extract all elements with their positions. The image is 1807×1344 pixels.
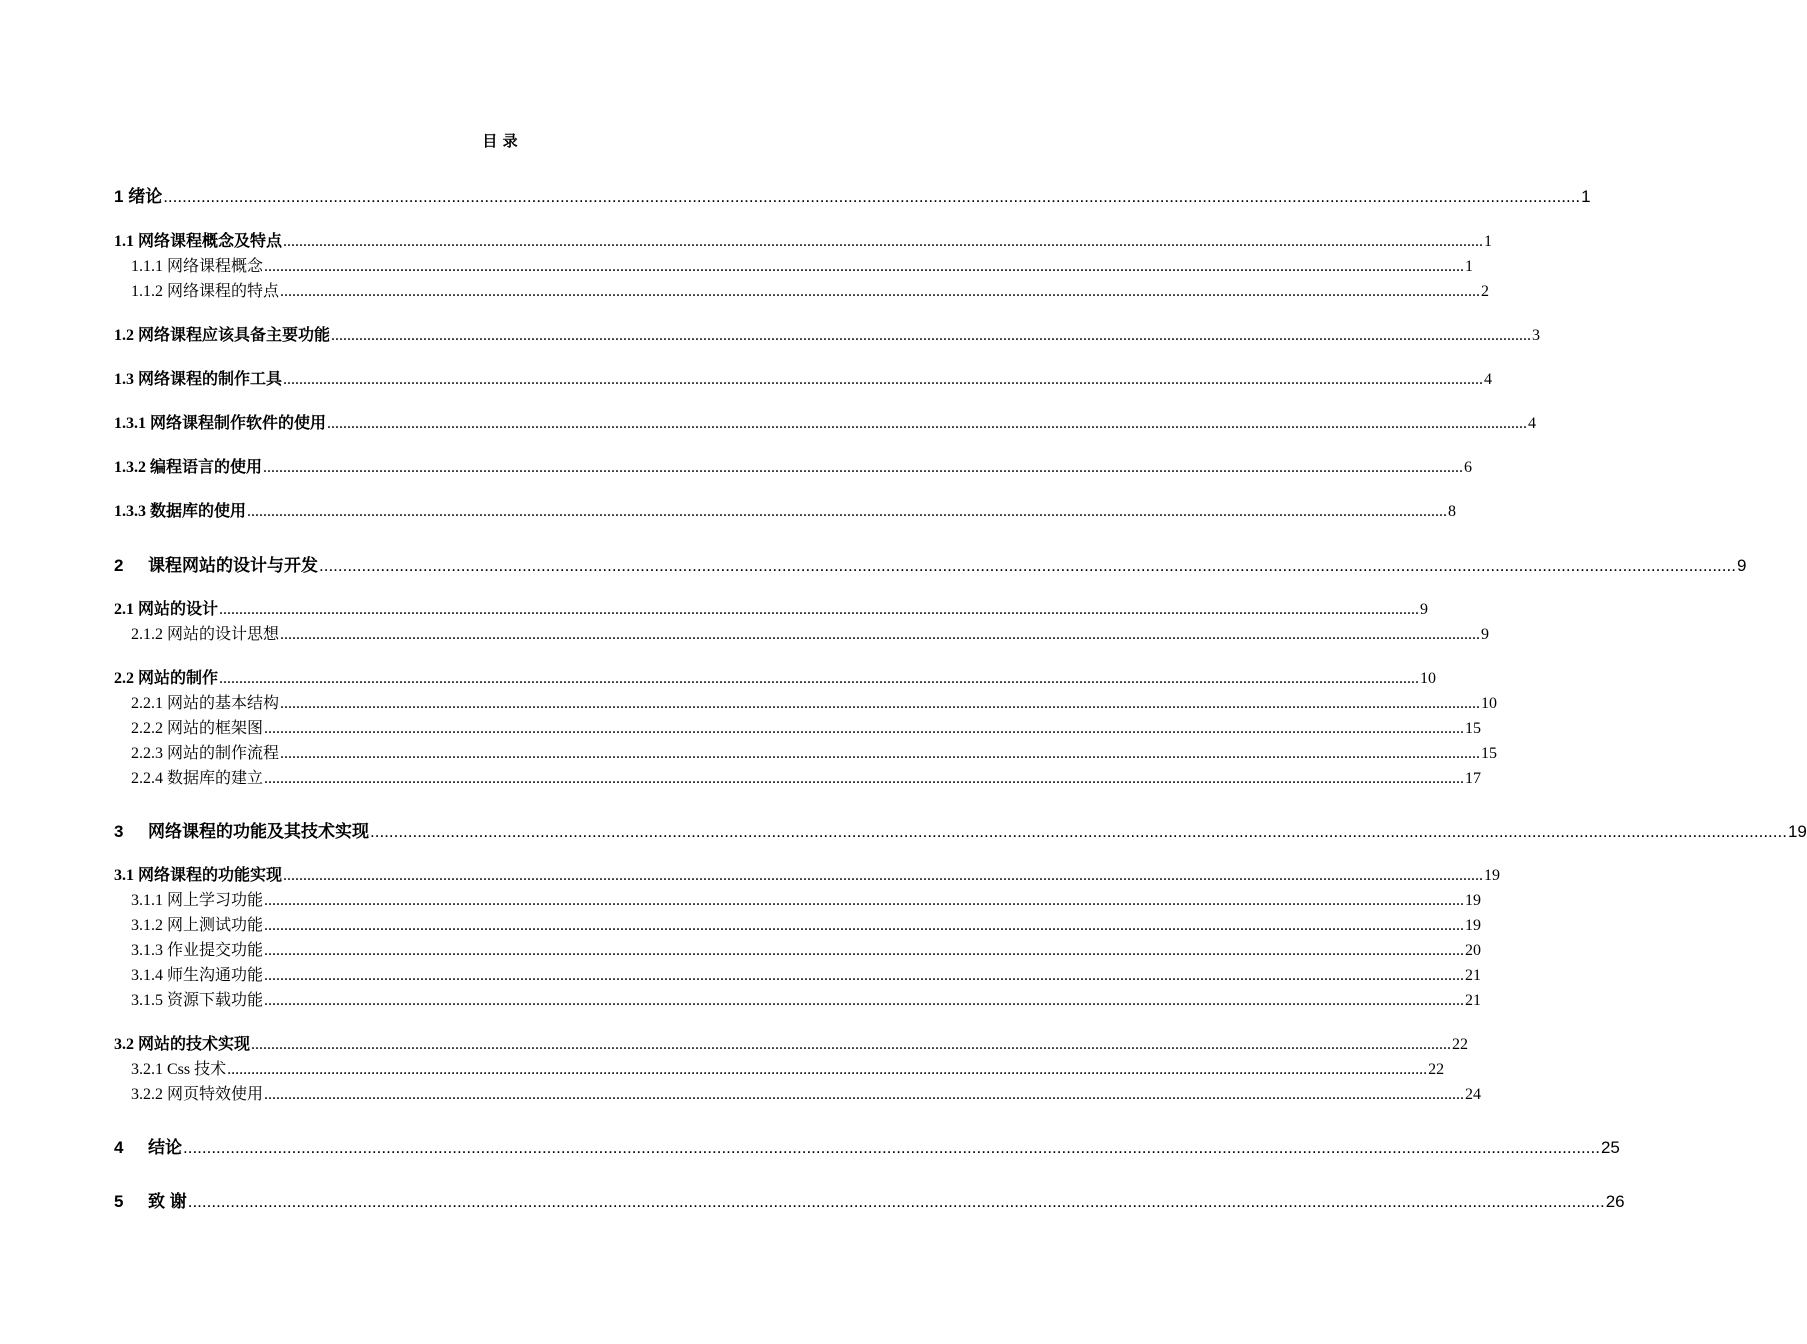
- toc-entry-label: [131, 887, 263, 910]
- toc-entry-text: 网上测试功能: [167, 917, 264, 934]
- toc-entry[interactable]: [114, 1133, 1620, 1158]
- toc-entry[interactable]: [114, 366, 1493, 389]
- dot-leader: ............................................................................................................................................................................................................................................................................................................: [264, 720, 1465, 737]
- toc-entry-text: 作业提交功能: [167, 942, 264, 959]
- toc-entry-label: [114, 862, 282, 885]
- toc-page-number: 22: [1428, 1061, 1445, 1078]
- toc-entry-label: [114, 322, 330, 345]
- toc-entry-number: 2.2: [114, 670, 134, 687]
- toc-title: 目 录: [482, 132, 518, 150]
- toc-entry-text: 网络课程概念: [167, 258, 264, 275]
- toc-page-number: 19: [1465, 892, 1482, 909]
- dot-leader: ............................................................................................................................................................................................................................................................................................................: [283, 371, 1484, 388]
- toc-entry[interactable]: [114, 228, 1493, 251]
- dot-leader: ............................................................................................................................................................................................................................................................................................................: [219, 670, 1420, 687]
- dot-leader: ............................................................................................................................................................................................................................................................................................................: [280, 283, 1481, 300]
- toc-page-number: 10: [1481, 695, 1498, 712]
- toc-entry-number: 2: [114, 556, 124, 575]
- toc-entry-text: 网络课程的功能及其技术实现: [148, 822, 369, 841]
- toc-entry-label: [131, 253, 263, 276]
- toc-entry-label: [114, 1031, 250, 1054]
- dot-leader: ............................................................................................................................................................................................................................................................................................................: [264, 992, 1465, 1009]
- toc-entry-number: 2.2.2: [131, 720, 163, 737]
- toc-entry[interactable]: [114, 665, 1437, 688]
- toc-page-number: 1: [1465, 258, 1474, 275]
- toc-entry-text: Css 技术: [167, 1061, 227, 1078]
- toc-entry[interactable]: [114, 690, 1498, 713]
- dot-leader: ............................................................................................................................................................................................................................................................................................................: [280, 695, 1481, 712]
- toc-page-number: 25: [1600, 1138, 1620, 1157]
- toc-entry-text: 网站的设计思想: [167, 626, 280, 643]
- toc-entry[interactable]: [114, 322, 1541, 345]
- dot-leader: ............................................................................................................................................................................................................................................................................................................: [283, 233, 1484, 250]
- toc-entry-label: [114, 182, 162, 207]
- toc-entry[interactable]: [114, 1081, 1482, 1104]
- toc-entry[interactable]: [114, 817, 1807, 842]
- toc-page-number: 9: [1481, 626, 1490, 643]
- toc-entry-number: 4: [114, 1138, 124, 1157]
- toc-entry-text: 数据库的建立: [167, 770, 264, 787]
- toc-entry-text: 数据库的使用: [150, 503, 247, 520]
- toc-entry-number: 2.2.4: [131, 770, 163, 787]
- toc-entry-number: 3.1.5: [131, 992, 163, 1009]
- dot-leader: ............................................................................................................................................................................................................................................................................................................: [187, 1192, 1605, 1211]
- toc-page-number: 3: [1532, 327, 1541, 344]
- toc-page-number: 8: [1448, 503, 1457, 520]
- toc-entry-number: 2.2.1: [131, 695, 163, 712]
- toc-entry[interactable]: [114, 987, 1482, 1010]
- toc-entry-text: 网站的技术实现: [138, 1036, 251, 1053]
- toc-entry-label: [114, 1187, 187, 1212]
- toc-entry[interactable]: [114, 1031, 1469, 1054]
- toc-entry-text: 结论: [148, 1138, 182, 1157]
- toc-entry-number: 2.1: [114, 601, 134, 618]
- toc-entry[interactable]: [114, 887, 1482, 910]
- dot-leader: ............................................................................................................................................................................................................................................................................................................: [219, 601, 1420, 618]
- toc-page-number: 9: [1420, 601, 1429, 618]
- toc-entry[interactable]: [114, 182, 1591, 207]
- toc-page-number: 6: [1464, 459, 1473, 476]
- toc-entry-label: [114, 228, 282, 251]
- toc-page-number: 19: [1465, 917, 1482, 934]
- toc-entry-text: 网络课程概念及特点: [138, 233, 283, 250]
- dot-leader: ............................................................................................................................................................................................................................................................................................................: [264, 942, 1465, 959]
- toc-entry-number: 3.1.2: [131, 917, 163, 934]
- toc-entry-number: 1.1.2: [131, 283, 163, 300]
- toc-page-number: 19: [1787, 822, 1807, 841]
- toc-entry-label: [114, 454, 262, 477]
- dot-leader: ............................................................................................................................................................................................................................................................................................................: [264, 258, 1465, 275]
- dot-leader: ............................................................................................................................................................................................................................................................................................................: [370, 822, 1787, 841]
- toc-entry-number: 3.1.4: [131, 967, 163, 984]
- toc-page-number: 21: [1465, 967, 1482, 984]
- dot-leader: ............................................................................................................................................................................................................................................................................................................: [247, 503, 1448, 520]
- toc-entry-number: 3.2: [114, 1036, 134, 1053]
- toc-entry-label: [131, 740, 279, 763]
- toc-entry-number: 2.1.2: [131, 626, 163, 643]
- dot-leader: ............................................................................................................................................................................................................................................................................................................: [264, 892, 1465, 909]
- toc-entry-text: 编程语言的使用: [150, 459, 263, 476]
- toc-entry-text: 致 谢: [148, 1192, 187, 1211]
- toc-entry[interactable]: [114, 498, 1457, 521]
- toc-page-number: 15: [1465, 720, 1482, 737]
- toc-page-number: 20: [1465, 942, 1482, 959]
- toc-entry[interactable]: [114, 454, 1473, 477]
- toc-entry-label: [131, 715, 263, 738]
- toc-entry-number: 3: [114, 822, 124, 841]
- toc-page-number: 26: [1605, 1192, 1625, 1211]
- dot-leader: ............................................................................................................................................................................................................................................................................................................: [280, 626, 1481, 643]
- toc-entry-text: 网络课程的制作工具: [138, 371, 283, 388]
- dot-leader: ............................................................................................................................................................................................................................................................................................................: [280, 745, 1481, 762]
- toc-entry[interactable]: [114, 912, 1482, 935]
- toc-entry-label: [131, 962, 263, 985]
- toc-entry-number: 1.2: [114, 327, 134, 344]
- toc-page-number: 15: [1481, 745, 1498, 762]
- toc-entry-number: 1.3.1: [114, 415, 146, 432]
- toc-entry-text: 网站的设计: [138, 601, 219, 618]
- toc-entry-text: 网站的基本结构: [167, 695, 280, 712]
- toc-entry-label: [131, 690, 279, 713]
- toc-entry-text: 网站的框架图: [167, 720, 264, 737]
- dot-leader: ............................................................................................................................................................................................................................................................................................................: [327, 415, 1528, 432]
- toc-entry[interactable]: [114, 410, 1537, 433]
- toc-page-number: 24: [1465, 1086, 1482, 1103]
- toc-page-number: 1: [1581, 187, 1591, 206]
- dot-leader: ............................................................................................................................................................................................................................................................................................................: [183, 1138, 1600, 1157]
- dot-leader: ............................................................................................................................................................................................................................................................................................................: [227, 1061, 1428, 1078]
- toc-entry[interactable]: [114, 621, 1490, 644]
- toc-entry[interactable]: [114, 937, 1482, 960]
- toc-entry[interactable]: [114, 1056, 1445, 1079]
- toc-entry-number: 1.3: [114, 371, 134, 388]
- toc-entry-number: 3.2.1: [131, 1061, 163, 1078]
- toc-entry-label: [131, 1081, 263, 1104]
- toc-entry[interactable]: [114, 253, 1474, 276]
- toc-entry-number: 1.1: [114, 233, 134, 250]
- dot-leader: ............................................................................................................................................................................................................................................................................................................: [251, 1036, 1452, 1053]
- dot-leader: ............................................................................................................................................................................................................................................................................................................: [264, 770, 1465, 787]
- toc-entry[interactable]: [114, 551, 1747, 576]
- dot-leader: ............................................................................................................................................................................................................................................................................................................: [163, 187, 1581, 206]
- toc-page-number: 17: [1465, 770, 1482, 787]
- toc-entry-label: [131, 912, 263, 935]
- toc-entry[interactable]: [114, 962, 1482, 985]
- toc-entry[interactable]: [114, 715, 1482, 738]
- toc-page-number: 9: [1736, 556, 1747, 575]
- toc-entry-number: 3.1: [114, 867, 134, 884]
- toc-entry-text: 网站的制作流程: [167, 745, 280, 762]
- toc-entry-number: 1: [114, 187, 124, 206]
- toc-entry[interactable]: [114, 740, 1498, 763]
- toc-page-number: 22: [1452, 1036, 1469, 1053]
- toc-entry-number: 3.1.1: [131, 892, 163, 909]
- toc-entry-number: 1.1.1: [131, 258, 163, 275]
- toc-entry-text: 网络课程应该具备主要功能: [138, 327, 331, 344]
- toc-entry-text: 资源下载功能: [167, 992, 264, 1009]
- dot-leader: ............................................................................................................................................................................................................................................................................................................: [264, 1086, 1465, 1103]
- toc-entry-number: 3.1.3: [131, 942, 163, 959]
- dot-leader: ............................................................................................................................................................................................................................................................................................................: [264, 917, 1465, 934]
- toc-entry-number: 5: [114, 1192, 124, 1211]
- toc-entry-label: [131, 621, 279, 644]
- toc-entry-label: [114, 551, 318, 576]
- toc-entry[interactable]: [114, 278, 1490, 301]
- toc-entry-label: [114, 410, 326, 433]
- toc-entry-label: [131, 937, 263, 960]
- toc-entry-number: 3.2.2: [131, 1086, 163, 1103]
- toc-page-number: 1: [1484, 233, 1493, 250]
- toc-entry-text: 网络课程的特点: [167, 283, 280, 300]
- toc-entry[interactable]: [114, 862, 1501, 885]
- toc-page-number: 2: [1481, 283, 1490, 300]
- toc-entry-text: 网站的制作: [138, 670, 219, 687]
- toc-entry-label: [114, 817, 369, 842]
- toc-entry-label: [114, 596, 218, 619]
- toc-entry-label: [131, 765, 263, 788]
- dot-leader: ............................................................................................................................................................................................................................................................................................................: [331, 327, 1532, 344]
- dot-leader: ............................................................................................................................................................................................................................................................................................................: [264, 967, 1465, 984]
- toc-entry[interactable]: [114, 596, 1429, 619]
- toc-entry-text: 网络课程的功能实现: [138, 867, 283, 884]
- toc-entry-number: 1.3.2: [114, 459, 146, 476]
- toc-page-number: 4: [1528, 415, 1537, 432]
- toc-entry-label: [131, 1056, 226, 1079]
- toc-entry[interactable]: [114, 1187, 1625, 1212]
- toc-entry-text: 网络课程制作软件的使用: [150, 415, 327, 432]
- toc-entry-label: [131, 987, 263, 1010]
- toc-entry-label: [131, 278, 279, 301]
- toc-entry-label: [114, 498, 246, 521]
- dot-leader: ............................................................................................................................................................................................................................................................................................................: [263, 459, 1464, 476]
- toc-entry-number: 2.2.3: [131, 745, 163, 762]
- toc-page-number: 10: [1420, 670, 1437, 687]
- toc-page-number: 19: [1484, 867, 1501, 884]
- toc-entry-number: 1.3.3: [114, 503, 146, 520]
- dot-leader: ............................................................................................................................................................................................................................................................................................................: [283, 867, 1484, 884]
- toc-entry-text: 网页特效使用: [167, 1086, 264, 1103]
- toc-entry[interactable]: [114, 765, 1482, 788]
- dot-leader: ............................................................................................................................................................................................................................................................................................................: [319, 556, 1736, 575]
- toc-entry-label: [114, 665, 218, 688]
- toc-page-number: 21: [1465, 992, 1482, 1009]
- toc-entry-text: 网上学习功能: [167, 892, 264, 909]
- toc-page-number: 4: [1484, 371, 1493, 388]
- toc-entry-text: 课程网站的设计与开发: [148, 556, 318, 575]
- toc-entry-text: 师生沟通功能: [167, 967, 264, 984]
- toc-entry-text: 绪论: [128, 187, 163, 206]
- toc-entry-label: [114, 1133, 182, 1158]
- toc-entry-label: [114, 366, 282, 389]
